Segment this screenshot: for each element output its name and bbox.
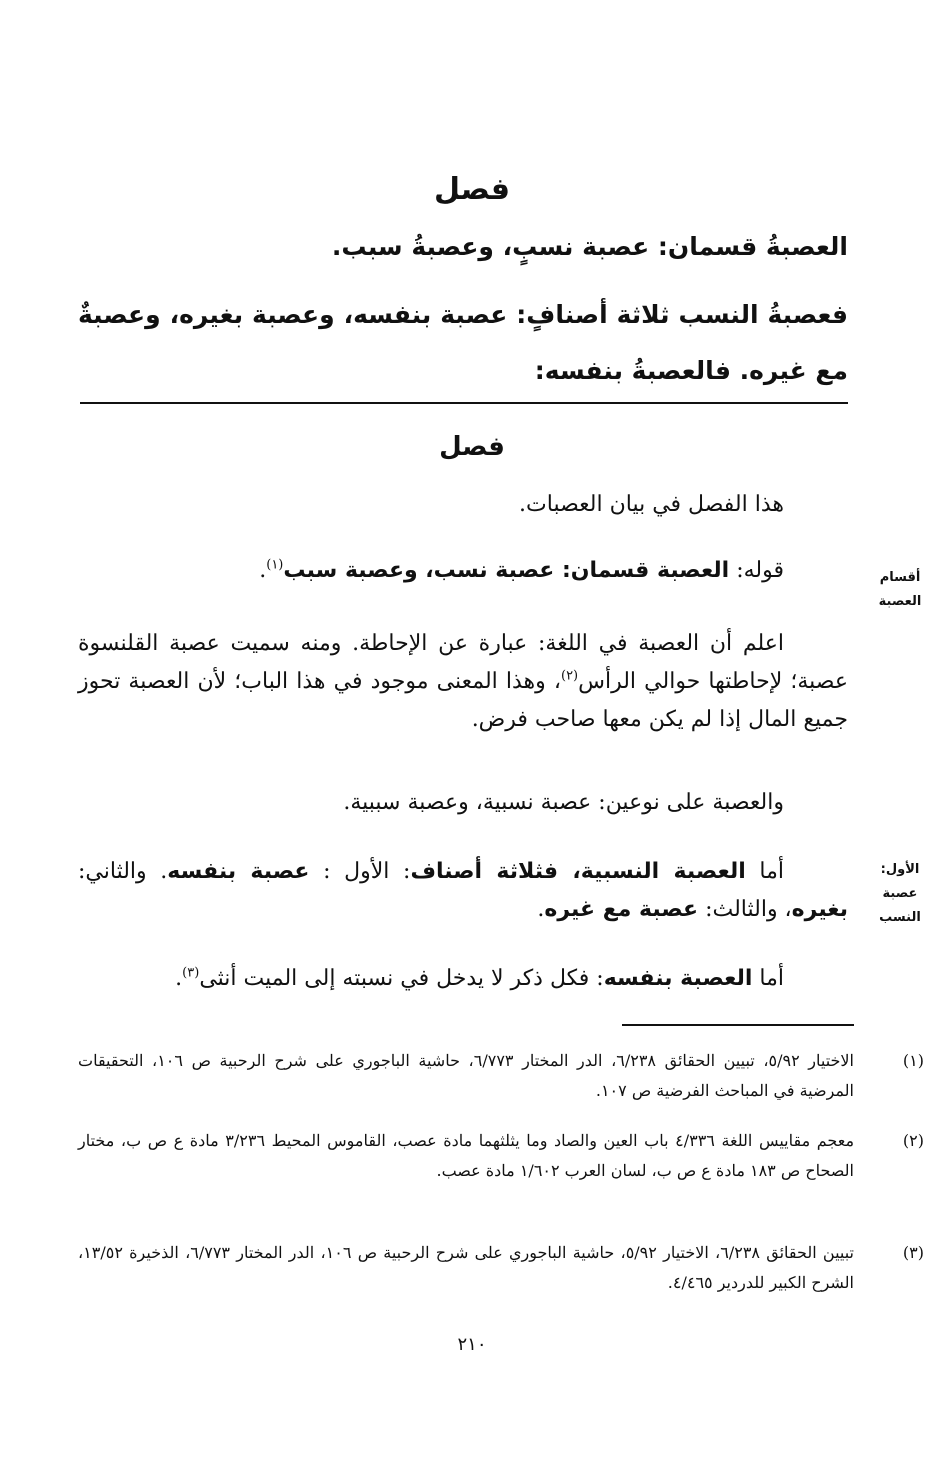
qawluhu-quote: العصبة قسمان: عصبة نسب، وعصبة سبب [283,558,730,583]
qawluhu-paragraph [78,552,848,590]
para3-b: العصبة النسبية، فثلاثة أصناف [410,859,746,884]
sharh-heading: فصل [439,432,505,462]
footnote-separator [622,1024,854,1026]
para4-end: . [175,966,183,991]
para3-c: : الأول : [323,859,411,884]
footnote-3 [78,1238,924,1298]
paragraph-lugha-text-b: ، وهذا المعنى موجود في هذا الباب؛ لأن العصبة تحوز جميع المال إذا لم يكن معها صاحب فرض. [78,669,848,732]
para3-h: عصبة مع غيره [544,897,699,922]
para4-c: : فكل ذكر لا يدخل في نسبته إلى الميت أنثى [199,966,604,991]
footnote-text: تبيين الحقائق ٦/٢٣٨، الاختيار ٥/٩٢، حاشية الباجوري على شرح الرحبية ص ١٠٦، الدر المختار ٦/٧٧٣، الذخيرة ١٣/٥٢، الشرح الكبير للدردير ٤/٤٦٥. [78,1243,855,1292]
paragraph-lugha-text-a: اعلم أن العصبة في اللغة: عبارة عن الإحاطة. ومنه سميت عصبة القلنسوة عصبة؛ لإحاطتها حوالي الرأس [78,631,848,694]
page-number: ٢١٠ [457,1334,487,1355]
footnote-text: الاختيار ٥/٩٢، تبيين الحقائق ٦/٢٣٨، الدر المختار ٦/٧٧٣، حاشية الباجوري على شرح الرحبية ص ١٠٦، التحقيقات المرضية في المباحث الفرضية ص ١٠٧. [78,1051,855,1100]
qawluhu-label: قوله: [736,558,784,583]
margin-note-awwal: الأول: عصبة النسب [879,862,921,925]
footnote-ref-2: (٢) [560,668,579,684]
footnote-number: (٣) [902,1243,924,1262]
footnote-ref-3: (٣) [182,965,200,981]
footnote-number: (١) [902,1051,924,1070]
para3-e: . والثاني: [78,859,168,884]
margin-note-aqsam: أقسام العصبة [878,570,922,609]
para3-f: بغيره [791,897,848,922]
paragraph-types: والعصبة على نوعين: عصبة نسبية، وعصبة سببية. [343,790,784,815]
paragraph-lugha [78,625,848,739]
sharh-intro: هذا الفصل في بيان العصبات. [519,492,784,517]
para4-b: العصبة بنفسه [603,966,753,991]
matn-line-1: العصبةُ قسمان: عصبة نسبٍ، وعصبةُ سبب. [331,232,848,261]
qawluhu-end: . [259,558,267,583]
paragraph-binafsih [78,960,848,998]
para3-a: أما [759,859,785,884]
footnote-text: معجم مقاييس اللغة ٤/٣٣٦ باب العين والصاد وما يثلثهما مادة عصب، القاموس المحيط ٣/٢٣٦ مادة ع ص ب، مختار الصحاح ص ١٨٣ مادة ع ص ب، لسان العرب ١/٦٠٢ مادة عصب. [78,1131,855,1180]
para4-a: أما [759,966,784,991]
section-divider [80,402,848,404]
footnote-2 [78,1126,924,1186]
footnote-number: (٢) [902,1131,924,1150]
para3-i: . [537,897,545,922]
footnote-1 [78,1046,924,1106]
para3-d: عصبة بنفسه [167,859,310,884]
paragraph-nasab [78,853,848,929]
footnote-ref-1: (١) [266,557,284,573]
para3-g: ، والثالث: [705,897,792,922]
matn-heading: فصل [434,172,510,207]
matn-line-2: فعصبةُ النسب ثلاثة أصنافٍ: عصبة بنفسه، وعصبة بغيره، وعصبةٌ مع غيره. فالعصبةُ بنفسه: [78,300,848,385]
